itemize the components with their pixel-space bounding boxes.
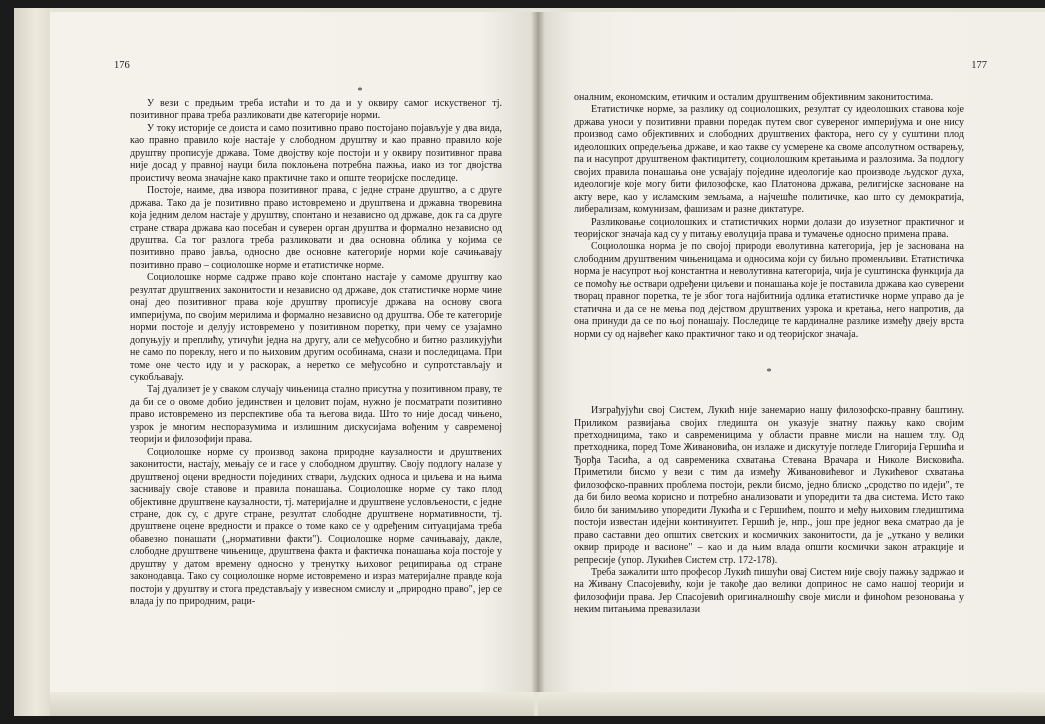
left-page [50, 12, 538, 692]
right-page-body [574, 92, 964, 617]
paragraph: Изграђујући свој Систем, Лукић није занемарио нашу филозофско-правну баштину. Приликом развијања својих гледишта он указује знатну пажњу како својим претходницима, тако и савременицима у области правне мисли на нашем тлу. Од претходника, поред Томе Живановића, он излаже и дискутује погледе Глигорија Гершића и Ђорђа Тасића, а од савременика схватања Стевана Врачара и Николе Висковића. Приметили бисмо у вези с тим да између Живановићевог и Лукићевог схватања филозофско-правних проблема постоји, рекли бисмо, једно блиско „сродство по идеји", те да би било веома корисно и потребно анализовати и упоредити та два система. Исто тако било би занимљиво упоредити Лукића и с Гершићем, пошто и међу њиховим гледиштима постоји известан идејни континуитет. Гершић је, нпр., још пре једног века сматрао да је право саставни део општих светских и космичких законитости, да је „уткано у велики оквир природе и васионе" – као и да њим влада општи космички закон атракције и репресије (упор. Лукићев Систем стр. 172-178). [574, 405, 964, 566]
left-page-body [130, 98, 502, 609]
book-spread [14, 8, 1045, 716]
paragraph: Постоје, наиме, два извора позитивног права, с једне стране друштво, а с друге држава. Тако да је позитивно право истовремено и друштвена и државна творевина која једним делом настаје у друштву, спонтано и независно од државе, док га са друге стране ствара држава као посебан и суверен орган друштва и формално независно од друштва. Са тог разлога треба разликовати и два основна облика у којима се позитивно право јавља, односно две основне категорије норми које сачињавају позитивно право – социолошке норме и етатистичке норме. [130, 185, 502, 271]
right-page [538, 12, 1045, 692]
paragraph: Разликовање социолошких и статистичких норми долази до изузетног практичног и теоријског значаја кад су у питању еволуција права и тумачење односно примена права. [574, 216, 964, 240]
paragraph: Етатистичке норме, за разлику од социолошких, резултат су идеолошких ставова које држава уноси у позитивни правни поредак путем свог сувереног империјума и оне нису производ само објективних и слободних друштвених фактора, него су у суштини плод идеолошких опредељења државе, и као такве су усмерене ка своме апсолутном остварењу, па и насупрот друштвеном фактицитету, социолошким кретањима и разлозима. За подлогу својих правила понашања оне усвајају поједине идеологије као производе људског духа, идеологије које могу бити филозофске, као Платонова држава, религијске засноване на акту вере, као у исламским земљама, а најчешће политичке, као што су демократија, либерализам, комунизам, фашизам и разне диктатуре. [574, 104, 964, 216]
page-number-left: 176 [114, 60, 130, 71]
paragraph: Треба зажалити што професор Лукић пишући овај Систем није своју пажњу задржао и на Живану Спасојевићу, који је такође дао велики допринос не само нашој теорији и филозофији права. Јер Спасојевић оригиналношћу своје мисли и финоћом резоновања у неким питањима превазилази [574, 566, 964, 616]
paragraph: Социолошке норме садрже право које спонтано настаје у самоме друштву као резултат друштвених законитости и независно од државе, док статистичке норме чине онај део позитивног права које друштву прописује држава на основу свога империјума, по својим мерилима и формално независно од друштва. Обе те категорије норми постоје и делују истовремено у позитивном поретку, при чему се узајамно допуњују и преплићу, утичући једна на другу, али се међусобно и битно разликујући не само по пореклу, него и по њиховим другим особинама, снази и последицама. При томе оне често иду и у раскорак, а неретко се међусобно и супротстављају и сукобљавају. [130, 272, 502, 383]
paragraph: У току историје се доиста и само позитивно право постојано појављује у два вида, као правно правило које настаје у слободном друштву и као правно правило које друштву прописује држава. Томе двојству које постоји и у оквиру позитивног права није досад у правној науци била поклоњена потребна пажња, иако из тог двојства проистичу веома значајне како практичне тако и опште теоријске последице. [130, 122, 502, 184]
page-stack-bottom-left [50, 692, 534, 716]
paragraph-continuation: оналним, економским, етичким и осталим друштвеним објективним законитостима. [574, 92, 934, 103]
paragraph: Социолошке норме су производ закона природне каузалности и друштвених законитости, настају, мењају се и гасе у слободном друштву. Своју подлогу налазе у друштвеној оцени вредности појединих ствари, људских односа и циљева и на њима заснивају своје ставове и правила понашања. Социолошке норме су тако плод објективне друштвене каузалности, тј. материјалне и друштвене условљености, с једне стране, док су, с друге стране, резултат слободне друштвене нормативности, тј. друштвене оцене вредности и праксе о томе како се у одређеним ситуацијама треба обавезно понашати („нормативни факти"). Социолошке норме сачињавају, дакле, слободне друштвене чињенице, друштвена факта и фактичка понашања која постоје у друштву у датом времену односно у тренутку њиховог реципирања од стране законодавца. Тако су социолошке норме истовремено и израз материјалне правде која постоји у друштву и стога представљају у извесном смислу и „природно право", јер се влада ју по природним, раци- [130, 446, 502, 608]
paragraph: Тај дуализет је у сваком случају чињеница стално присутна у позитивном праву, те да би се о овоме добио јединствен и целовит појам, нужно је посматрати позитивно право истовремено из перспективе оба та његова вида. Што то није досад чињено, узрок је многим неспоразумима и излишним дискусијама вођеним у савременој теорији и филозофији права. [130, 384, 502, 446]
paragraph: У вези с предњим треба истаћи и то да и у оквиру самог искуственог тј. позитивног права треба разликовати две категорије норми. [130, 98, 502, 122]
page-number-right: 177 [971, 60, 987, 71]
section-ornament-right: * [766, 367, 772, 379]
book-gutter [531, 12, 545, 692]
section-ornament-left: * [357, 86, 363, 97]
paragraph: Социолошка норма је по својој природи еволутивна категорија, јер је заснована на слободним друштвеним чињеницама и односима који су биљно променљиви. Етатистичка норма је насупрот њој константна и неволутивна категорија, чија је суштинска функција да се помоћу ње оствари одређени циљеви и понашања које је поставила држава као суверени творац правног поретка, те је због тога најбитнија одлика етатистичке норме управо да је статична и да се не мења под дејством друштвених узрока и кретања, него напротив, да она принуди да се по њој понашају. Последице те кардиналне разлике између двеју врста норми су од највећег како практичног тако и од теоријског значаја. [574, 241, 964, 340]
page-stack-bottom-right [538, 692, 1045, 716]
page-stack-edge [14, 8, 50, 716]
